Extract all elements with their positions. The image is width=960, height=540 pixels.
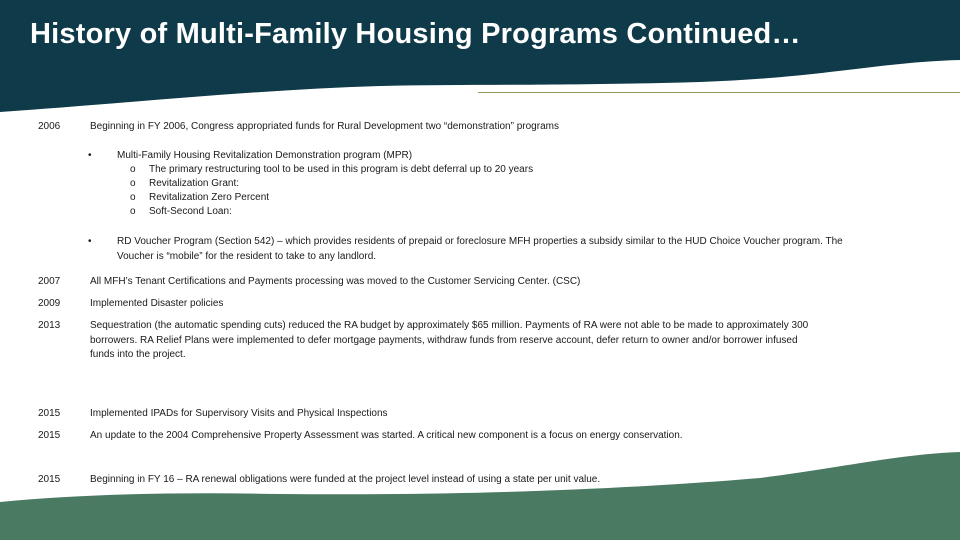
event-description: Implemented Disaster policies: [90, 298, 224, 309]
bullet-text: Multi-Family Housing Revitalization Demonstration program (MPR): [117, 150, 413, 161]
year-label: 2015: [38, 474, 61, 485]
event-description: An update to the 2004 Comprehensive Property Assessment was started. A critical new component is a focus on energy conservation.: [90, 430, 683, 441]
page-title: History of Multi-Family Housing Programs Continued…: [30, 18, 801, 50]
sub-bullet-marker: o: [130, 178, 136, 189]
year-label: 2007: [38, 276, 61, 287]
event-description: Implemented IPADs for Supervisory Visits and Physical Inspections: [90, 408, 388, 419]
year-label: 2006: [38, 121, 61, 132]
sub-bullet-marker: o: [130, 192, 136, 203]
year-label: 2013: [38, 320, 61, 331]
event-description: borrowers. RA Relief Plans were implemented to defer mortgage payments, withdraw funds from reserve account, defer return to owner and/or borrower infused: [90, 335, 798, 346]
sub-bullet-text: Revitalization Grant:: [149, 178, 240, 189]
year-label: 2009: [38, 298, 61, 309]
event-description: Beginning in FY 2006, Congress appropriated funds for Rural Development two “demonstration” programs: [90, 121, 559, 132]
event-description: Beginning in FY 16 – RA renewal obligations were funded at the project level instead of using a state per unit value.: [90, 474, 601, 485]
year-label: 2015: [38, 430, 61, 441]
year-label: 2015: [38, 408, 61, 419]
bullet-marker: •: [88, 150, 92, 161]
bullet-text: Voucher is “mobile” for the resident to take to any landlord.: [117, 251, 377, 262]
bullet-text: RD Voucher Program (Section 542) – which provides residents of prepaid or foreclosure MFH properties a subsidy similar to the HUD Choice Voucher program. The: [117, 236, 843, 247]
sub-bullet-text: The primary restructuring tool to be used in this program is debt deferral up to 20 years: [149, 164, 534, 175]
sub-bullet-marker: o: [130, 164, 136, 175]
event-description: All MFH’s Tenant Certifications and Payments processing was moved to the Customer Servicing Center. (CSC): [90, 276, 581, 287]
sub-bullet-text: Soft-Second Loan:: [149, 206, 232, 217]
event-description: funds into the project.: [90, 349, 186, 360]
event-description: Sequestration (the automatic spending cuts) reduced the RA budget by approximately $65 million. Payments of RA were not able to be made to approximately 300: [90, 320, 809, 331]
sub-bullet-text: Revitalization Zero Percent: [149, 192, 270, 203]
bullet-marker: •: [88, 236, 92, 247]
sub-bullet-marker: o: [130, 206, 136, 217]
